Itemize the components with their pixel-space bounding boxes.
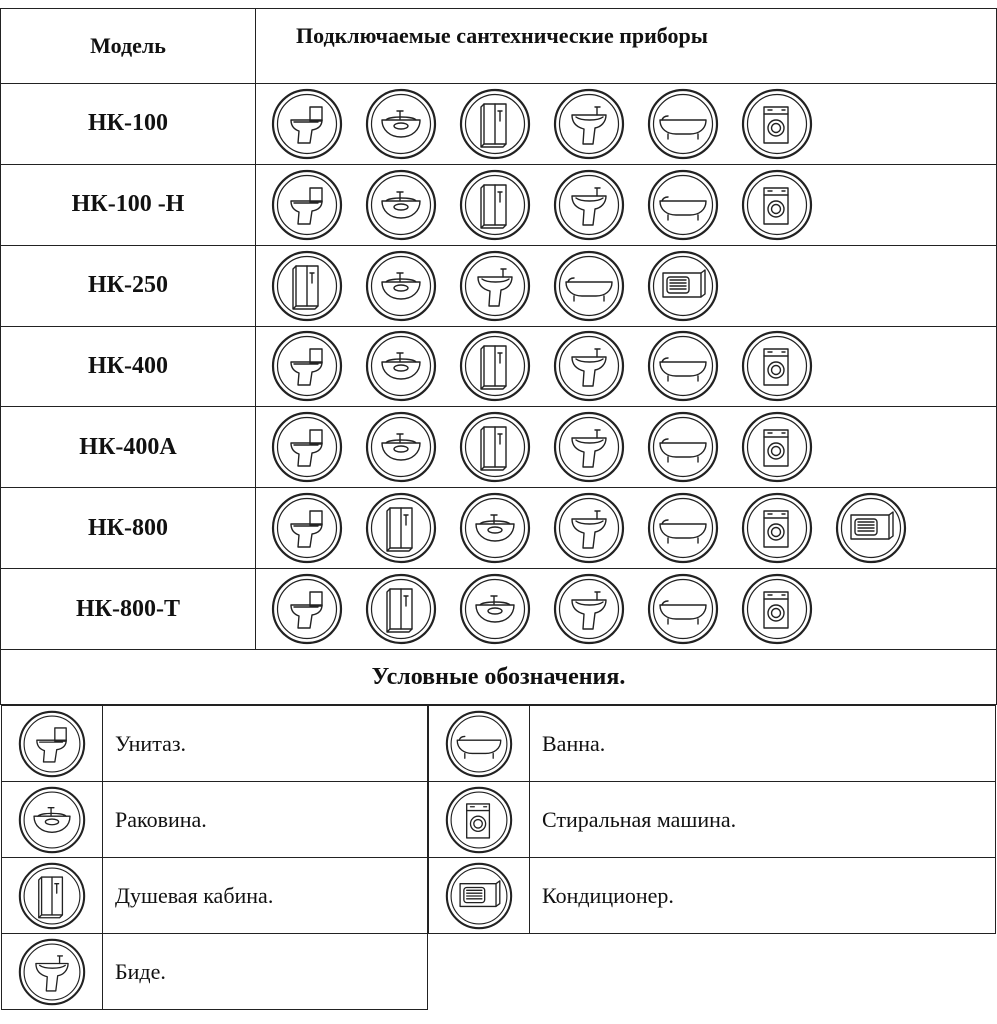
bidet-icon xyxy=(552,491,626,565)
model-row xyxy=(1,245,997,326)
model-devices-cell xyxy=(256,407,997,488)
bathtub-icon xyxy=(646,329,720,403)
legend-item xyxy=(2,706,428,782)
bathtub-icon xyxy=(646,491,720,565)
model-name: НК-400 xyxy=(1,326,256,407)
device-icons-row xyxy=(256,410,996,484)
toilet-icon xyxy=(17,709,87,779)
model-devices-cell xyxy=(256,164,997,245)
bidet-icon xyxy=(552,168,626,242)
model-devices-cell xyxy=(256,569,997,650)
device-icons-row xyxy=(256,491,996,565)
sink-icon xyxy=(364,87,438,161)
device-icons-row xyxy=(256,572,996,646)
model-row xyxy=(1,164,997,245)
model-name: НК-100 xyxy=(1,84,256,165)
washing-machine-icon xyxy=(740,168,814,242)
model-row xyxy=(1,407,997,488)
shower-cabin-icon xyxy=(458,410,532,484)
sink-icon xyxy=(17,785,87,855)
model-name: НК-400А xyxy=(1,407,256,488)
legend-item xyxy=(429,706,996,782)
bidet-icon xyxy=(552,572,626,646)
legend-title xyxy=(0,650,997,705)
bidet-icon xyxy=(458,249,532,323)
device-icons-row xyxy=(256,249,996,323)
washing-machine-icon xyxy=(740,491,814,565)
legend-label: Ванна. xyxy=(530,706,996,782)
washing-machine-icon xyxy=(740,572,814,646)
devices-column-header xyxy=(256,9,997,84)
bidet-icon xyxy=(17,937,87,1007)
shower-cabin-icon xyxy=(364,491,438,565)
legend-icon-cell xyxy=(2,782,103,858)
toilet-icon xyxy=(270,491,344,565)
washing-machine-icon xyxy=(444,785,514,855)
shower-cabin-icon xyxy=(364,572,438,646)
legend-item xyxy=(2,934,428,1010)
model-devices-cell xyxy=(256,488,997,569)
model-devices-cell xyxy=(256,326,997,407)
legend-item xyxy=(2,858,428,934)
sink-icon xyxy=(364,329,438,403)
bidet-icon xyxy=(552,410,626,484)
model-row xyxy=(1,488,997,569)
bathtub-icon xyxy=(646,87,720,161)
bidet-icon xyxy=(552,329,626,403)
legend-label: Душевая кабина. xyxy=(103,858,428,934)
air-conditioner-icon xyxy=(646,249,720,323)
legend-label: Унитаз. xyxy=(103,706,428,782)
shower-cabin-icon xyxy=(17,861,87,931)
model-row xyxy=(1,326,997,407)
legend-title-text: Условные обозначения. xyxy=(371,663,626,690)
models-table xyxy=(0,8,997,650)
device-icons-row xyxy=(256,168,996,242)
legend-icon-cell xyxy=(429,782,530,858)
toilet-icon xyxy=(270,168,344,242)
legend-icon-cell xyxy=(2,858,103,934)
legend-icon-cell xyxy=(2,706,103,782)
bathtub-icon xyxy=(552,249,626,323)
legend-item xyxy=(2,782,428,858)
air-conditioner-icon xyxy=(834,491,908,565)
model-devices-cell xyxy=(256,245,997,326)
shower-cabin-icon xyxy=(270,249,344,323)
toilet-icon xyxy=(270,329,344,403)
shower-cabin-icon xyxy=(458,329,532,403)
legend-item xyxy=(429,858,996,934)
bathtub-icon xyxy=(646,168,720,242)
washing-machine-icon xyxy=(740,410,814,484)
toilet-icon xyxy=(270,410,344,484)
legend-item xyxy=(429,782,996,858)
device-icons-row xyxy=(256,87,996,161)
bidet-icon xyxy=(552,87,626,161)
legend-label: Кондиционер. xyxy=(530,858,996,934)
legend-label: Раковина. xyxy=(103,782,428,858)
legend-left-table xyxy=(1,705,428,1010)
model-name: НК-100 -Н xyxy=(1,164,256,245)
toilet-icon xyxy=(270,87,344,161)
bathtub-icon xyxy=(444,709,514,779)
legend-icon-cell xyxy=(429,858,530,934)
toilet-icon xyxy=(270,572,344,646)
model-row xyxy=(1,84,997,165)
washing-machine-icon xyxy=(740,87,814,161)
bathtub-icon xyxy=(646,572,720,646)
model-name: НК-800-Т xyxy=(1,569,256,650)
sink-icon xyxy=(364,249,438,323)
device-icons-row xyxy=(256,329,996,403)
sink-icon xyxy=(364,168,438,242)
model-header-label: Модель xyxy=(90,33,166,58)
legend-icon-cell xyxy=(2,934,103,1010)
model-name: НК-250 xyxy=(1,245,256,326)
model-row xyxy=(1,569,997,650)
legend-label: Стиральная машина. xyxy=(530,782,996,858)
sink-icon xyxy=(458,572,532,646)
model-devices-cell xyxy=(256,84,997,165)
legend-label: Биде. xyxy=(103,934,428,1010)
bathtub-icon xyxy=(646,410,720,484)
washing-machine-icon xyxy=(740,329,814,403)
air-conditioner-icon xyxy=(444,861,514,931)
legend-icon-cell xyxy=(429,706,530,782)
models-table-body xyxy=(1,84,997,650)
shower-cabin-icon xyxy=(458,168,532,242)
legend-right-table xyxy=(428,705,996,934)
sink-icon xyxy=(458,491,532,565)
sink-icon xyxy=(364,410,438,484)
model-name: НК-800 xyxy=(1,488,256,569)
shower-cabin-icon xyxy=(458,87,532,161)
devices-header-label: Подключаемые сантехнические приборы xyxy=(296,23,708,48)
model-column-header xyxy=(1,9,256,84)
